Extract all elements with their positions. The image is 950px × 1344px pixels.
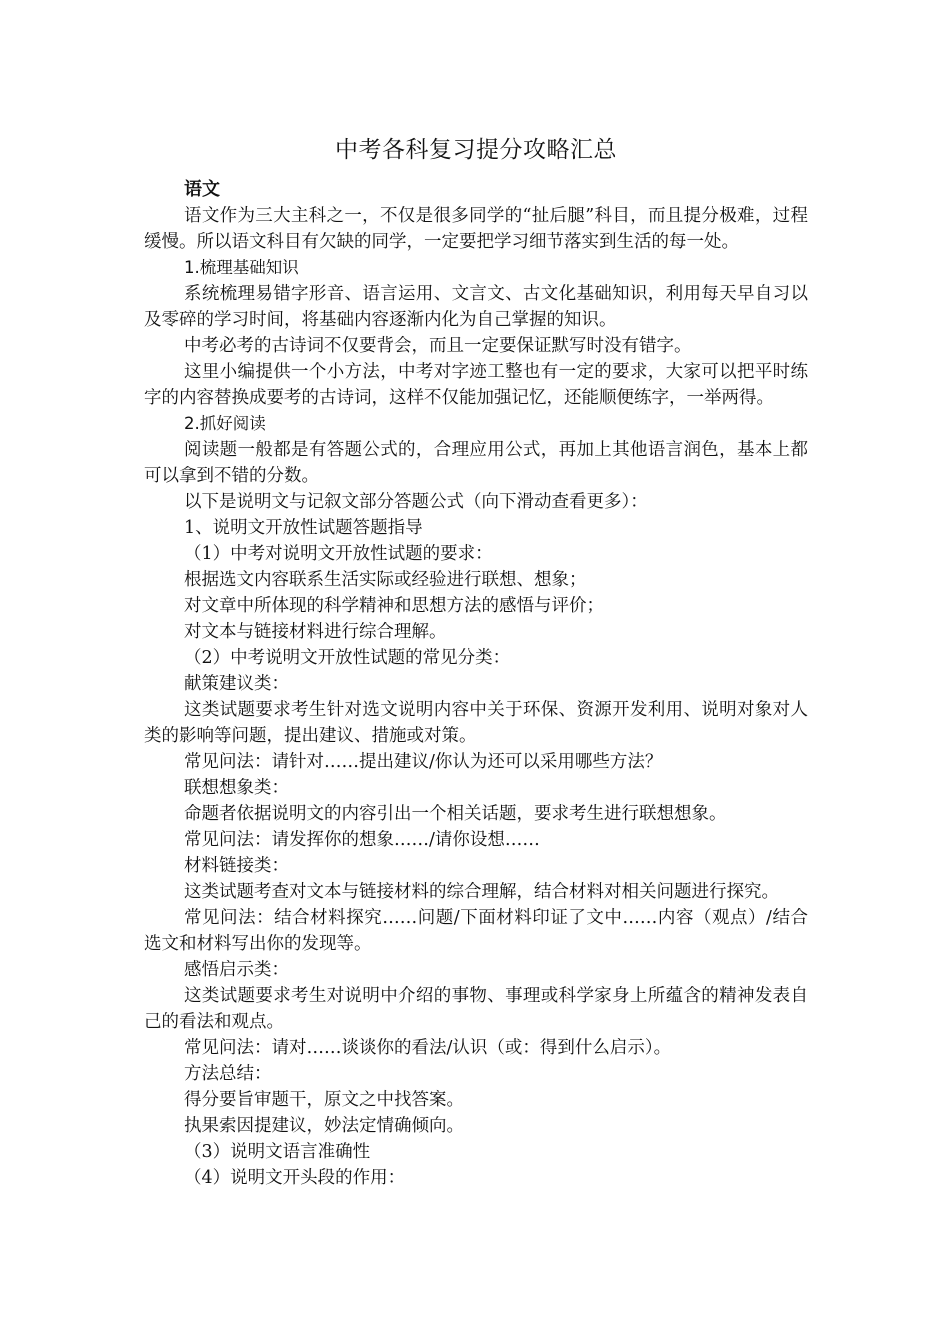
paragraph: 根据选文内容联系生活实际或经验进行联想、想象； bbox=[184, 570, 587, 590]
document-title: 中考各科复习提分攻略汇总 bbox=[335, 137, 617, 163]
paragraph: 这类试题考查对文本与链接材料的综合理解，结合材料对相关问题进行探究。 bbox=[184, 882, 779, 902]
paragraph: 系统梳理易错字形音、语言运用、文言文、古文化基础知识，利用每天早自习以及零碎的学习时间，将基础内容逐渐内化为自己掌握的知识。 bbox=[144, 284, 808, 330]
paragraph: 得分要旨审题干，原文之中找答案。 bbox=[184, 1090, 464, 1110]
paragraph: 常见问法：结合材料探究……问题/下面材料印证了文中……内容（观点）/结合选文和材料写出你的发现等。 bbox=[144, 908, 808, 954]
paragraph: 1、说明文开放性试题答题指导 bbox=[184, 518, 423, 538]
paragraph: 这类试题要求考生对说明中介绍的事物、事理或科学家身上所蕴含的精神发表自己的看法和观点。 bbox=[144, 986, 808, 1032]
paragraph: 对文章中所体现的科学精神和思想方法的感悟与评价； bbox=[184, 596, 604, 616]
paragraph: 献策建议类： bbox=[184, 674, 289, 694]
paragraph: 对文本与链接材料进行综合理解。 bbox=[184, 622, 447, 642]
paragraph: （4）说明文开头段的作用： bbox=[184, 1168, 406, 1188]
paragraph: （3）说明文语言准确性 bbox=[184, 1142, 371, 1162]
paragraph: （2）中考说明文开放性试题的常见分类： bbox=[184, 648, 511, 668]
document-page bbox=[144, 133, 808, 1191]
paragraph: 中考必考的古诗词不仅要背会，而且一定要保证默写时没有错字。 bbox=[184, 336, 692, 356]
paragraph: 这里小编提供一个小方法，中考对字迹工整也有一定的要求，大家可以把平时练字的内容替换成要考的古诗词，这样不仅能加强记忆，还能顺便练字，一举两得。 bbox=[144, 362, 808, 408]
paragraph: 以下是说明文与记叙文部分答题公式（向下滑动查看更多）： bbox=[184, 492, 648, 512]
paragraph: 命题者依据说明文的内容引出一个相关话题，要求考生进行联想想象。 bbox=[184, 804, 727, 824]
paragraph: 材料链接类： bbox=[184, 856, 289, 876]
section-heading: 1.梳理基础知识 bbox=[184, 258, 299, 277]
paragraph: 感悟启示类： bbox=[184, 960, 289, 980]
paragraph: 常见问法：请发挥你的想象……/请你设想…… bbox=[184, 830, 540, 850]
paragraph: 常见问法：请针对……提出建议/你认为还可以采用哪些方法？ bbox=[184, 752, 663, 772]
paragraph: 常见问法：请对……谈谈你的看法/认识（或：得到什么启示）。 bbox=[184, 1038, 672, 1058]
paragraph: 这类试题要求考生针对选文说明内容中关于环保、资源开发利用、说明对象对人类的影响等问题，提出建议、措施或对策。 bbox=[144, 700, 808, 746]
paragraph: 阅读题一般都是有答题公式的，合理应用公式，再加上其他语言润色，基本上都可以拿到不错的分数。 bbox=[144, 440, 808, 486]
subject-heading: 语文 bbox=[184, 179, 220, 200]
paragraph: （1）中考对说明文开放性试题的要求： bbox=[184, 544, 493, 564]
paragraph: 方法总结： bbox=[184, 1064, 272, 1084]
section-heading: 2.抓好阅读 bbox=[184, 414, 266, 433]
paragraph: 语文作为三大主科之一，不仅是很多同学的“扯后腿”科目，而且提分极难，过程缓慢。所以语文科目有欠缺的同学，一定要把学习细节落实到生活的每一处。 bbox=[144, 206, 808, 252]
paragraph: 联想想象类： bbox=[184, 778, 289, 798]
paragraph: 执果索因提建议，妙法定情确倾向。 bbox=[184, 1116, 464, 1136]
